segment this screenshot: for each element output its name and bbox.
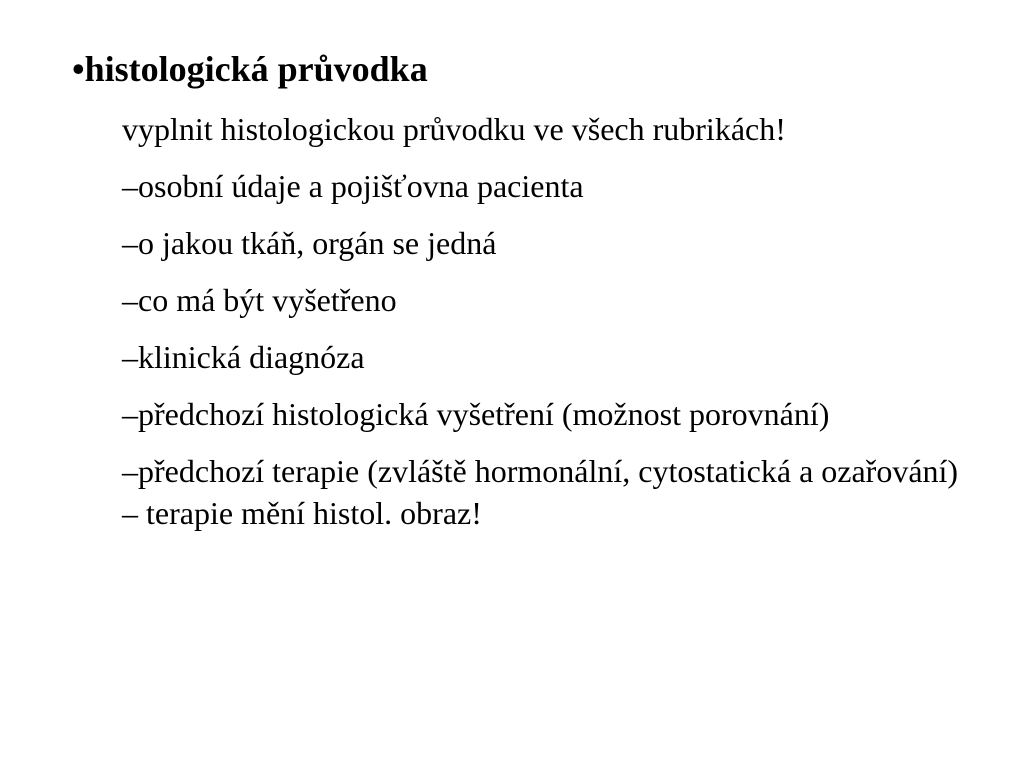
list-item: –předchozí histologická vyšetření (možnost porovnání)	[122, 396, 830, 432]
slide-heading	[72, 46, 428, 92]
list-item: –co má být vyšetřeno	[122, 282, 397, 318]
heading-text: histologická průvodka	[84, 49, 428, 89]
intro-line: vyplnit histologickou průvodku ve všech rubrikách!	[122, 111, 786, 147]
content-list	[122, 108, 972, 549]
heading-bullet: •	[72, 49, 85, 89]
list-item: –o jakou tkáň, orgán se jedná	[122, 225, 497, 261]
list-item: –klinická diagnóza	[122, 339, 365, 375]
list-item: –předchozí terapie (zvláště hormonální, cytostatická a ozařování) – terapie mění histol. obraz!	[122, 453, 959, 531]
list-item: –osobní údaje a pojišťovna pacienta	[122, 168, 584, 204]
